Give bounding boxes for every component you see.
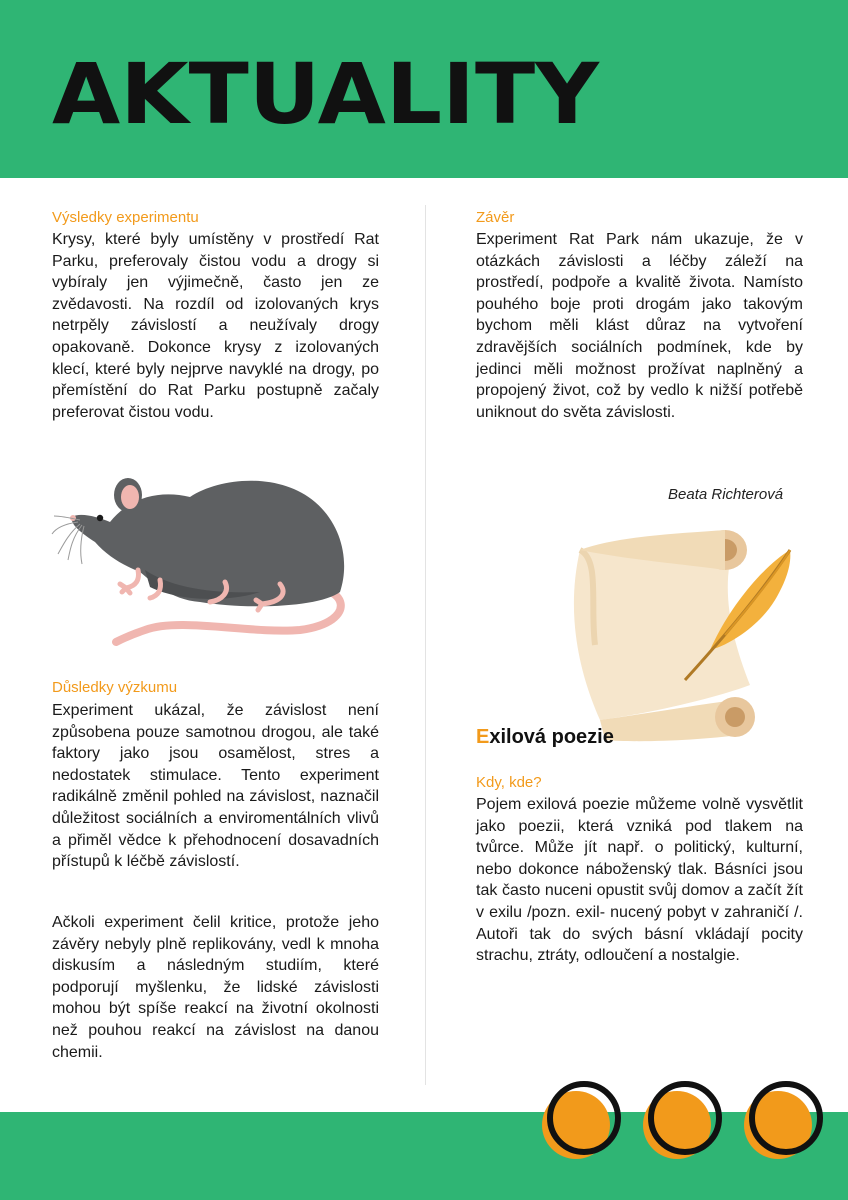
where-paragraph: Pojem exilová poezie můžeme volně vysvětlit jako poezii, která vzniká pod tlakem na tvůrce. Může jít např. o politický, kulturní, nebo dokonce náboženský tlak. Básníci jsou tak často nuceni opustit svůj domov a začít žít v exilu /pozn. exil- nucený pobyt v zahraničí /. Autoři tak do svých básní vkládají pocity strachu, ztráty, odloučení a nostalgie.: [476, 796, 803, 965]
consequences-heading: Důsledky výzkumu: [52, 679, 178, 696]
circle-decoration-1: [542, 1084, 618, 1159]
scroll-and-quill-illustration: [560, 525, 805, 745]
conclusion-paragraph: Experiment Rat Park nám ukazuje, že v otázkách závislosti a léčby záleží na prostředí, podpoře a kvalitě života. Namísto pouhého boje proti drogám jako takovým bychom měli klást důraz na vytvoření zdravějších sociálních podmínek, kde by jedinci měli možnost prožívat naplněný a propojený život, což by vedlo k nižší potřebě uniknout do světa závislosti.: [476, 231, 803, 421]
page-title: AKTUALITY: [52, 45, 600, 143]
results-heading: Výsledky experimentu: [52, 209, 199, 226]
where-heading: Kdy, kde?: [476, 774, 542, 791]
consequences-paragraph-2: Ačkoli experiment čelil kritice, protože jeho závěry nebyly plně replikovány, vedl k mnoha diskusím a následným studiím, které podporují myšlenku, že lidské závislosti mohou být spíše reakcí na životní okolnosti než pouhou reakcí na závislost na danou chemii.: [52, 914, 379, 1061]
author-name: Beata Richterová: [668, 486, 784, 503]
conclusion-heading: Závěr: [476, 209, 515, 226]
rat-illustration: [50, 462, 360, 647]
results-paragraph: Krysy, které byly umístěny v prostředí Rat Parku, preferovaly čistou vodu a drogy si vybíraly jen výjimečně, často jen ze zvědavosti. Na rozdíl od izolovaných krys netrpěly závislostí a neužívaly drogy opakovaně. Dokonce krysy z izolovaných klecí, které byly nejprve navyklé na drogy, po přemístění do Rat Parku postupně začaly preferovat čistou vodu.: [52, 231, 379, 421]
section-title: [476, 726, 614, 749]
circle-decoration-2: [643, 1084, 719, 1159]
column-divider: [425, 205, 426, 1085]
consequences-paragraph-1: Experiment ukázal, že závislost není způsobena pouze samotnou drogou, ale také faktory jako jsou osamělost, stres a nedostatek stimulace. Tento experiment radikálně změnil pohled na závislost, naznačil důležitost sociálních a enviromentálních vlivů a přiměl vědce k přehodnocení dosavadních přístupů k léčbě závislostí.: [52, 702, 379, 871]
section-title-initial: E: [476, 726, 490, 748]
footer-circles-decoration: [538, 1080, 828, 1170]
circle-decoration-3: [744, 1084, 820, 1159]
header-band: [0, 0, 848, 178]
section-title-rest: xilová poezie: [489, 726, 614, 748]
